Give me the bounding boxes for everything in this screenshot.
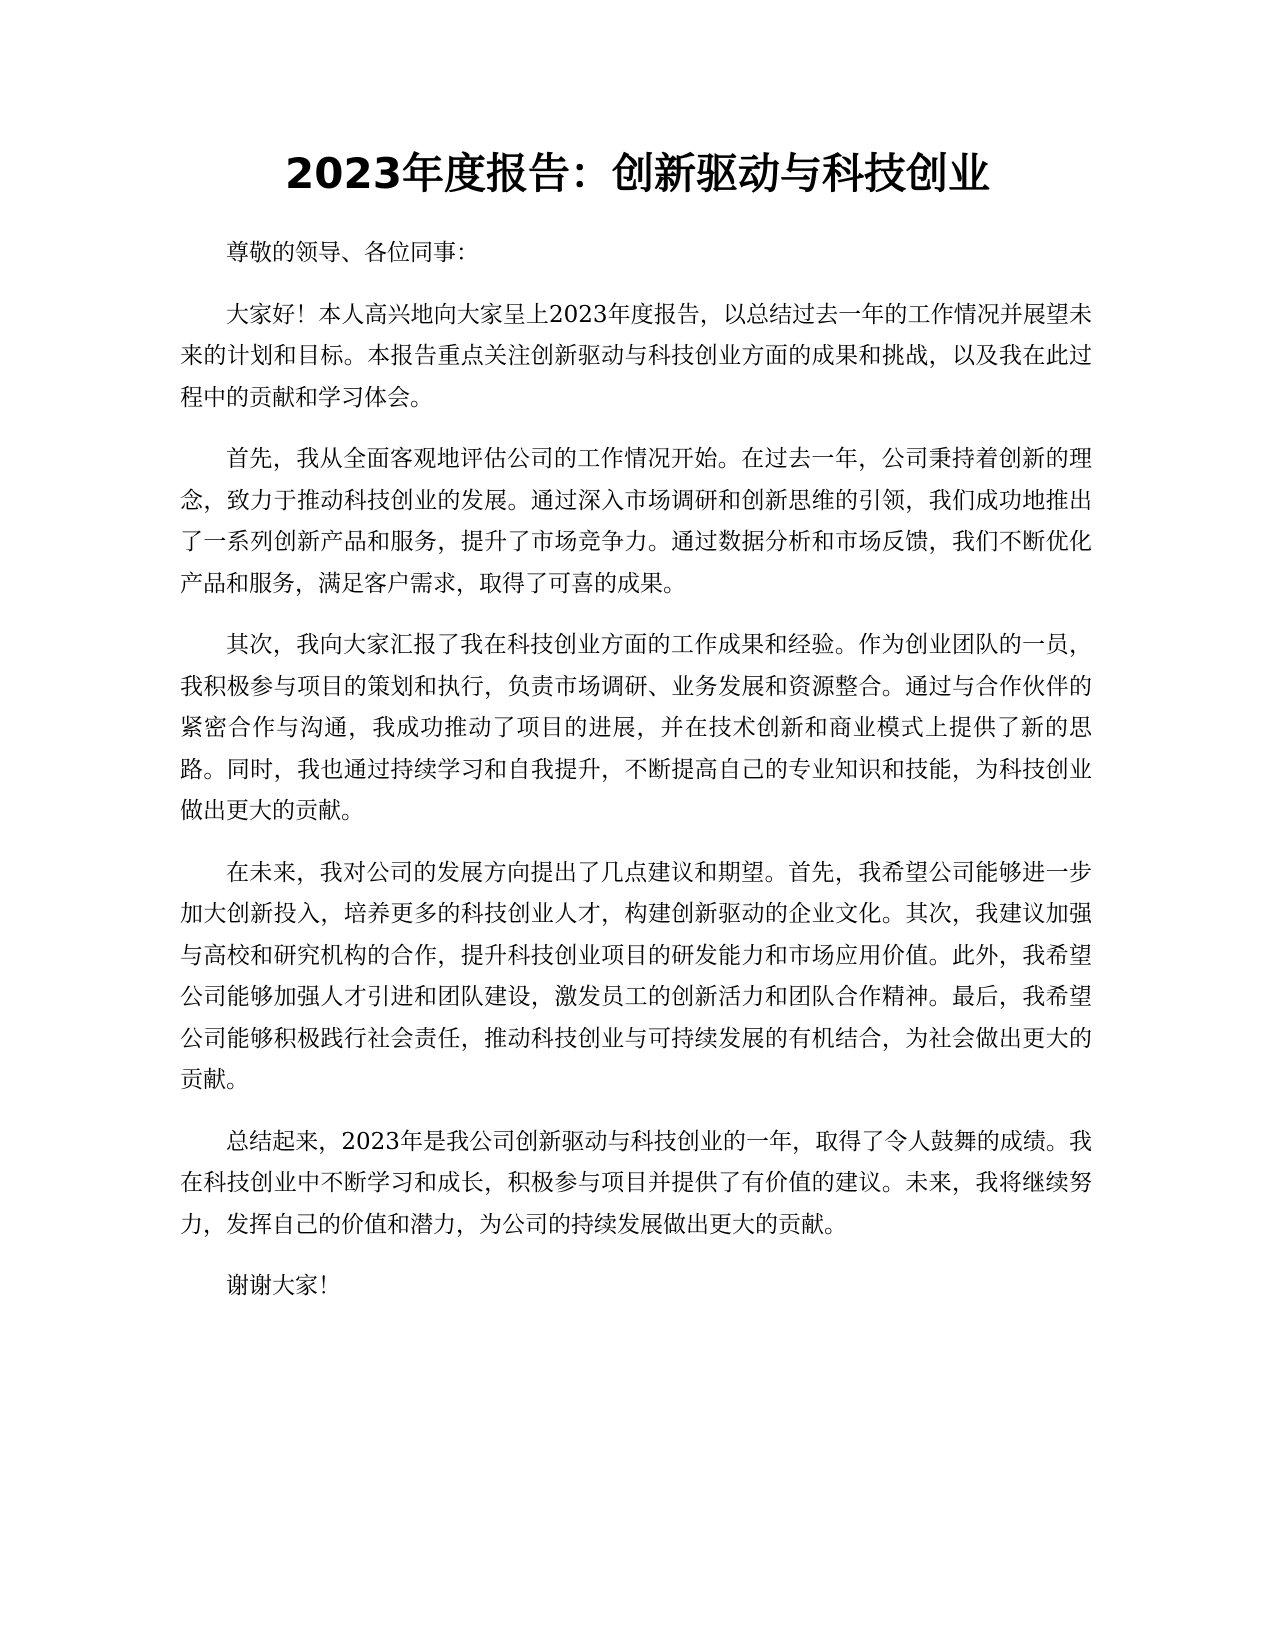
closing: 谢谢大家！: [226, 1273, 341, 1299]
document-title: 2023年度报告：创新驱动与科技创业: [285, 149, 990, 198]
paragraph-future-suggestions: 在未来，我对公司的发展方向提出了几点建议和期望。首先，我希望公司能够进一步加大创新投入，培养更多的科技创业人才，构建创新驱动的企业文化。其次，我建议加强与高校和研究机构的合作，提升科技创业项目的研发能力和市场应用价值。此外，我希望公司能够加强人才引进和团队建设，激发员工的创新活力和团队合作精神。最后，我希望公司能够积极践行社会责任，推动科技创业与可持续发展的有机结合，为社会做出更大的贡献。: [180, 859, 1092, 1093]
paragraph-company-review: 首先，我从全面客观地评估公司的工作情况开始。在过去一年，公司秉持着创新的理念，致力于推动科技创业的发展。通过深入市场调研和创新思维的引领，我们成功地推出了一系列创新产品和服务，提升了市场竞争力。通过数据分析和市场反馈，我们不断优化产品和服务，满足客户需求，取得了可喜的成果。: [180, 446, 1092, 597]
document-body: [180, 233, 1092, 1328]
paragraph-summary: 总结起来，2023年是我公司创新驱动与科技创业的一年，取得了令人鼓舞的成绩。我在科技创业中不断学习和成长，积极参与项目并提供了有价值的建议。未来，我将继续努力，发挥自己的价值和潜力，为公司的持续发展做出更大的贡献。: [180, 1128, 1092, 1238]
paragraph-intro: 大家好！本人高兴地向大家呈上2023年度报告，以总结过去一年的工作情况并展望未来的计划和目标。本报告重点关注创新驱动与科技创业方面的成果和挑战，以及我在此过程中的贡献和学习体会。: [180, 301, 1092, 411]
paragraph-personal-achievements: 其次，我向大家汇报了我在科技创业方面的工作成果和经验。作为创业团队的一员，我积极参与项目的策划和执行，负责市场调研、业务发展和资源整合。通过与合作伙伴的紧密合作与沟通，我成功推动了项目的进展，并在技术创新和商业模式上提供了新的思路。同时，我也通过持续学习和自我提升，不断提高自己的专业知识和技能，为科技创业做出更大的贡献。: [180, 632, 1092, 824]
salutation: 尊敬的领导、各位同事：: [226, 240, 479, 266]
